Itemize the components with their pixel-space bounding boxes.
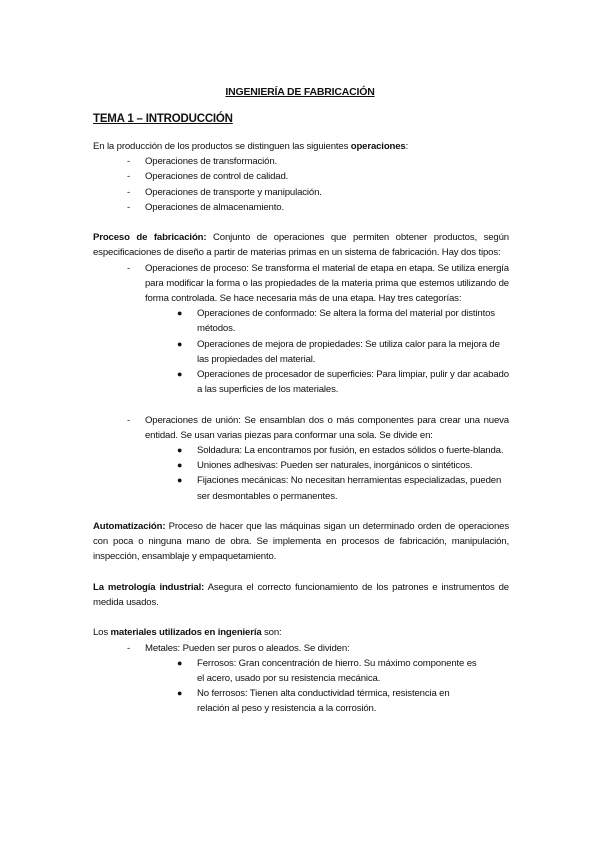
union-types-list (93, 413, 509, 443)
list-item (93, 200, 509, 215)
list-item (93, 185, 509, 200)
list-item (93, 169, 509, 184)
materiales-pre: Los (93, 627, 111, 639)
metrologia-paragraph (93, 580, 509, 610)
automatizacion-definition: Proceso de hacer que las máquinas sigan un determinado orden de operaciones con poca o ninguna mano de obra. Se implementa en procesos de fabricación, manipulación, inspección, ensamblaje y empaquetamiento. (93, 521, 509, 563)
list-item (93, 641, 509, 656)
spacer (93, 565, 509, 580)
bullet-marker: ● (177, 308, 183, 319)
spacer (93, 610, 509, 625)
proceso-definition: Conjunto de operaciones que permiten obtener productos, según especificaciones de diseño a partir de materias primas en un sistema de fabricación. Hay dos tipos: (93, 232, 509, 259)
document-body (93, 139, 509, 717)
dash-marker: - (127, 201, 131, 213)
materiales-term: materiales utilizados en ingeniería (110, 627, 262, 639)
list-item (93, 686, 509, 716)
spacer (93, 397, 509, 412)
list-item (93, 413, 509, 443)
list-item-text: Operaciones de transformación. (145, 156, 278, 168)
list-item-text: Ferrosos: Gran concentración de hierro. Su máximo componente es el acero, usado por su resistencia mecánica. (197, 657, 477, 685)
list-item-text: Operaciones de almacenamiento. (145, 201, 284, 213)
intro-colon: : (405, 141, 409, 152)
proceso-paragraph (93, 230, 509, 260)
list-item-text: Operaciones de proceso: Se transforma el material de etapa en etapa. Se utiliza energía para modificar la forma o las propiedades de la materia prima que estemos utilizando de forma controlada. Se hace necesaria más de una etapa. Hay tres categorías: (145, 262, 509, 305)
dash-marker: - (127, 156, 131, 168)
list-item (93, 443, 509, 458)
section-heading: TEMA 1 – INTRODUCCIÓN (93, 113, 233, 125)
list-item (93, 367, 509, 397)
materiales-paragraph (93, 625, 509, 640)
bullet-marker: ● (177, 688, 183, 699)
bullet-marker: ● (177, 475, 183, 486)
dash-marker: - (127, 171, 131, 183)
bullet-marker: ● (177, 445, 183, 456)
list-item-text: Metales: Pueden ser puros o aleados. Se dividen: (145, 642, 350, 654)
dash-marker: - (127, 414, 131, 426)
list-item-text: Uniones adhesivas: Pueden ser naturales, inorgánicos o sintéticos. (197, 460, 473, 472)
list-item (93, 473, 509, 503)
list-item (93, 154, 509, 169)
list-item (93, 261, 509, 307)
list-item (93, 306, 509, 336)
intro-bold: operaciones (350, 141, 406, 152)
automatizacion-paragraph (93, 519, 509, 565)
bullet-marker: ● (177, 338, 183, 349)
intro-paragraph (93, 139, 509, 154)
union-categories-list (93, 443, 509, 504)
list-item-text: Operaciones de mejora de propiedades: Se utiliza calor para la mejora de las propiedades del material. (197, 338, 500, 365)
list-item (93, 656, 509, 686)
bullet-marker: ● (177, 369, 183, 380)
materiales-post: son: (261, 627, 282, 639)
metrologia-term: La metrología industrial: (93, 581, 205, 593)
spacer (93, 504, 509, 519)
dash-marker: - (127, 642, 131, 654)
list-item-text: No ferrosos: Tienen alta conductividad térmica, resistencia en relación al peso y resistencia a la corrosión. (197, 688, 450, 715)
bullet-marker: ● (177, 657, 183, 668)
proceso-term: Proceso de fabricación: (93, 232, 207, 244)
process-types-list (93, 261, 509, 307)
list-item-text: Soldadura: La encontramos por fusión, en estados sólidos o fuerte-blanda. (197, 445, 504, 457)
list-item-text: Operaciones de control de calidad. (145, 171, 289, 183)
metrologia-definition: Asegura el correcto funcionamiento de los patrones e instrumentos de medida usados. (93, 581, 509, 609)
list-item-text: Operaciones de unión: Se ensamblan dos o más componentes para crear una nueva entidad. Se usan varias piezas para conformar una sola. Se divide en: (145, 414, 509, 441)
process-categories-list (93, 306, 509, 397)
list-item-text: Operaciones de conformado: Se altera la forma del material por distintos métodos. (197, 308, 495, 335)
list-item-text: Operaciones de transporte y manipulación. (145, 186, 322, 198)
list-item (93, 458, 509, 473)
operations-list (93, 154, 509, 215)
dash-marker: - (127, 262, 131, 274)
metals-list (93, 656, 509, 717)
materials-list (93, 641, 509, 656)
dash-marker: - (127, 186, 131, 198)
list-item-text: Fijaciones mecánicas: No necesitan herramientas especializadas, pueden ser desmontables o permanentes. (197, 475, 502, 502)
bullet-marker: ● (177, 460, 183, 471)
list-item-text: Operaciones de procesador de superficies: Para limpiar, pulir y dar acabado a las superficies de los materiales. (197, 369, 509, 396)
list-item (93, 337, 509, 367)
document-title: INGENIERÍA DE FABRICACIÓN (225, 86, 375, 98)
intro-text: En la producción de los productos se distinguen las siguientes (93, 141, 351, 152)
spacer (93, 215, 509, 230)
automatizacion-term: Automatización: (93, 521, 166, 533)
